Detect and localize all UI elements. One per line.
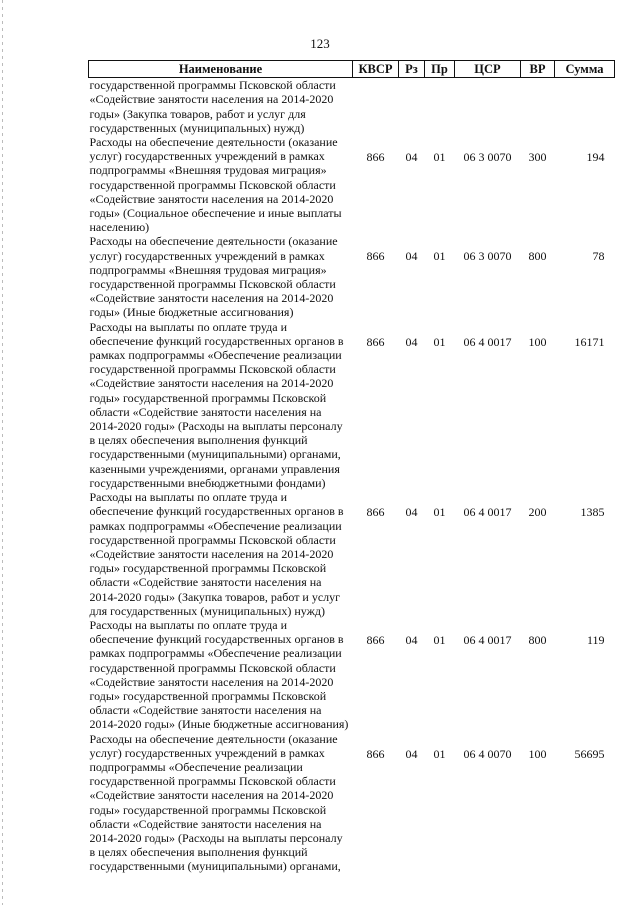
row-pr: 01 [433, 632, 446, 647]
row-kvsr [353, 78, 399, 135]
row-csr: 06 4 0070 [463, 746, 512, 761]
row-kvsr: 866 [366, 249, 385, 264]
row-csr: 06 4 0017 [463, 632, 512, 647]
table-row [89, 234, 615, 319]
header-rz: Рз [399, 61, 425, 78]
row-name: Расходы на обеспечение деятельности (оказание услуг) государственных учреждений в рамках подпрограммы «Внешняя трудовая миграция» государственной программы Псковской области «Содействие занятости населения на 2014-2020 годы» (Социальное обеспечение и иные выплаты населению) [89, 135, 342, 235]
row-rz: 04 [405, 334, 418, 349]
row-csr: 06 3 0070 [463, 249, 512, 264]
header-sum: Сумма [555, 61, 615, 78]
row-pr [425, 78, 455, 135]
header-kvsr: КВСР [353, 61, 399, 78]
row-name: Расходы на выплаты по оплате труда и обеспечение функций государственных органов в рамках подпрограммы «Обеспечение реализации государственной программы Псковской области «Содействие занятости населения на 2014-2020 годы» государственной программы Псковской области «Содействие занятости населения на 2014-2020 годы» (Закупка товаров, работ и услуг для государственных (муниципальных) нужд) [89, 490, 344, 618]
row-csr: 06 4 0017 [463, 505, 512, 520]
table-row [89, 135, 615, 234]
row-vr: 800 [528, 632, 547, 647]
row-csr [455, 78, 521, 135]
row-kvsr: 866 [366, 150, 385, 165]
row-vr: 300 [528, 150, 547, 165]
table-row [89, 78, 615, 135]
row-sum: 194 [586, 150, 605, 165]
row-name: Расходы на выплаты по оплате труда и обеспечение функций государственных органов в рамках подпрограммы «Обеспечение реализации государственной программы Псковской области «Содействие занятости населения на 2014-2020 годы» государственной программы Псковской области «Содействие занятости населения на 2014-2020 годы» (Иные бюджетные ассигнования) [89, 617, 349, 732]
header-name: Наименование [89, 61, 353, 78]
table-row [89, 320, 615, 490]
row-sum: 16171 [574, 334, 605, 349]
row-kvsr: 866 [366, 746, 385, 761]
row-kvsr: 866 [366, 334, 385, 349]
row-csr: 06 3 0070 [463, 150, 512, 165]
row-kvsr: 866 [366, 632, 385, 647]
row-pr: 01 [433, 334, 446, 349]
row-rz: 04 [405, 505, 418, 520]
row-name: Расходы на выплаты по оплате труда и обеспечение функций государственных органов в рамках подпрограммы «Обеспечение реализации государственной программы Псковской области «Содействие занятости населения на 2014-2020 годы» государственной программы Псковской области «Содействие занятости населения на 2014-2020 годы» (Расходы на выплаты персоналу в целях обеспечения выполнения функций государственными (муниципальными) органами, казенными учреждениями, органами управления государственными внебюджетными фондами) [89, 319, 344, 490]
row-pr: 01 [433, 150, 446, 165]
row-rz: 04 [405, 746, 418, 761]
row-pr: 01 [433, 505, 446, 520]
header-vr: ВР [521, 61, 555, 78]
row-vr [521, 78, 555, 135]
row-pr: 01 [433, 746, 446, 761]
header-pr: Пр [425, 61, 455, 78]
row-vr: 100 [528, 334, 547, 349]
row-rz: 04 [405, 150, 418, 165]
header-csr: ЦСР [455, 61, 521, 78]
row-name: Расходы на обеспечение деятельности (оказание услуг) государственных учреждений в рамках подпрограммы «Внешняя трудовая миграция» государственной программы Псковской области «Содействие занятости населения на 2014-2020 годы» (Иные бюджетные ассигнования) [89, 234, 338, 320]
scan-edge [2, 0, 3, 905]
table-row [89, 490, 615, 618]
row-name: Расходы на обеспечение деятельности (оказание услуг) государственных учреждений в рамках подпрограммы «Обеспечение реализации государственной программы Псковской области «Содействие занятости населения на 2014-2020 годы» государственной программы Псковской области «Содействие занятости населения на 2014-2020 годы» (Расходы на выплаты персоналу в целях обеспечения выполнения функций государственными (муниципальными) органами, [89, 731, 343, 874]
row-rz: 04 [405, 632, 418, 647]
row-name: государственной программы Псковской области «Содействие занятости населения на 2014-2020 годы» (Закупка товаров, работ и услуг для государственных (муниципальных) нужд) [89, 78, 336, 135]
row-sum: 119 [586, 632, 605, 647]
page-number: 123 [310, 36, 330, 51]
row-vr: 800 [528, 249, 547, 264]
row-pr: 01 [433, 249, 446, 264]
budget-table [88, 60, 615, 874]
row-vr: 100 [528, 746, 547, 761]
row-rz [399, 78, 425, 135]
table-row [89, 732, 615, 874]
table-row [89, 618, 615, 732]
row-sum: 78 [592, 249, 605, 264]
table-header-row [89, 61, 615, 78]
row-kvsr: 866 [366, 505, 385, 520]
row-sum: 56695 [574, 746, 605, 761]
row-sum: 1385 [580, 505, 605, 520]
row-vr: 200 [528, 505, 547, 520]
row-sum [555, 78, 615, 135]
row-rz: 04 [405, 249, 418, 264]
row-csr: 06 4 0017 [463, 334, 512, 349]
